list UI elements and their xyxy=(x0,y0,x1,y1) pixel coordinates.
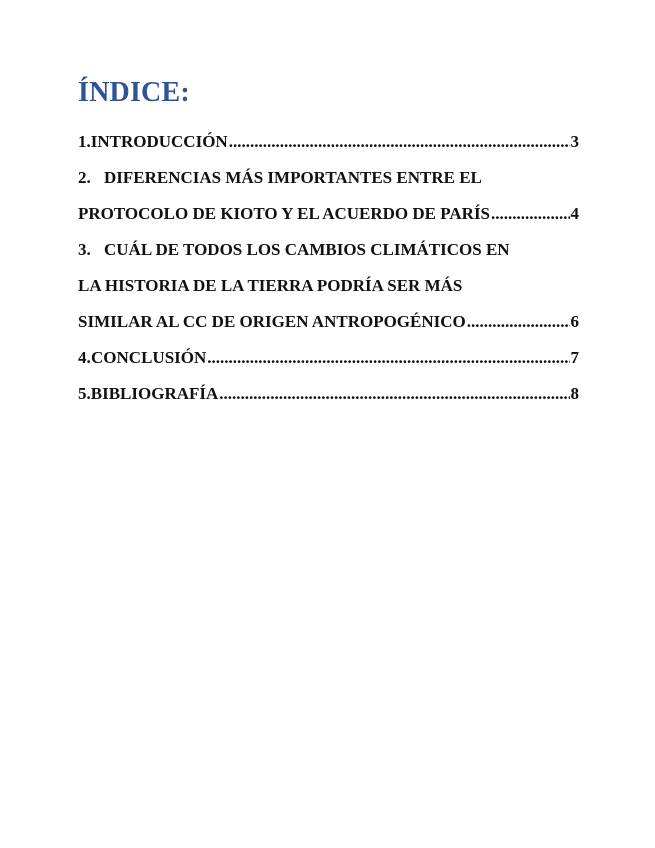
toc-entry-title-line: LA HISTORIA DE LA TIERRA PODRÍA SER MÁS xyxy=(78,276,463,295)
toc-entry-line xyxy=(78,304,579,340)
toc-entry-number: 5. xyxy=(78,384,91,403)
toc-entry-line xyxy=(78,232,579,268)
toc-entry-number: 3. xyxy=(78,240,91,259)
toc-entry-title-line: DIFERENCIAS MÁS IMPORTANTES ENTRE EL xyxy=(104,168,482,187)
toc-entry-conclusion[interactable] xyxy=(78,340,579,376)
toc-dot-leader xyxy=(467,304,570,340)
toc-entry-page: 3 xyxy=(570,132,579,151)
toc-entry-number: 1. xyxy=(78,132,91,151)
toc-dot-leader xyxy=(219,376,569,412)
toc-title: ÍNDICE: xyxy=(78,77,190,108)
toc-entry-page: 4 xyxy=(570,204,579,223)
toc-entry-title: CONCLUSIÓN xyxy=(91,348,207,367)
toc-entry-number: 2. xyxy=(78,168,91,187)
toc-entry-page: 8 xyxy=(570,384,579,403)
toc-entry-number: 4. xyxy=(78,348,91,367)
toc-entry-cambios-climaticos[interactable] xyxy=(78,232,579,340)
toc-entry-line xyxy=(78,340,579,376)
toc-entry-bibliografia[interactable] xyxy=(78,376,579,412)
toc-entry-title-line: SIMILAR AL CC DE ORIGEN ANTROPOGÉNICO xyxy=(78,312,466,331)
toc-entry-title: BIBLIOGRAFÍA xyxy=(90,384,219,403)
toc-list xyxy=(78,124,579,412)
toc-entry-title-line: CUÁL DE TODOS LOS CAMBIOS CLIMÁTICOS EN xyxy=(104,240,510,259)
toc-entry-line xyxy=(78,196,579,232)
toc-entry-line xyxy=(78,268,579,304)
toc-entry-page: 7 xyxy=(570,348,579,367)
toc-entry-line xyxy=(78,376,579,412)
toc-entry-title: INTRODUCCIÓN xyxy=(90,132,228,151)
toc-entry-line xyxy=(78,160,579,196)
toc-entry-diferencias[interactable] xyxy=(78,160,579,232)
toc-entry-page: 6 xyxy=(570,312,579,331)
toc-dot-leader xyxy=(207,340,569,376)
toc-entry-introduccion[interactable] xyxy=(78,124,579,160)
toc-entry-line xyxy=(78,124,579,160)
toc-dot-leader xyxy=(491,196,569,232)
toc-dot-leader xyxy=(229,124,570,160)
toc-entry-title-line: PROTOCOLO DE KIOTO Y EL ACUERDO DE PARÍS xyxy=(78,204,491,223)
